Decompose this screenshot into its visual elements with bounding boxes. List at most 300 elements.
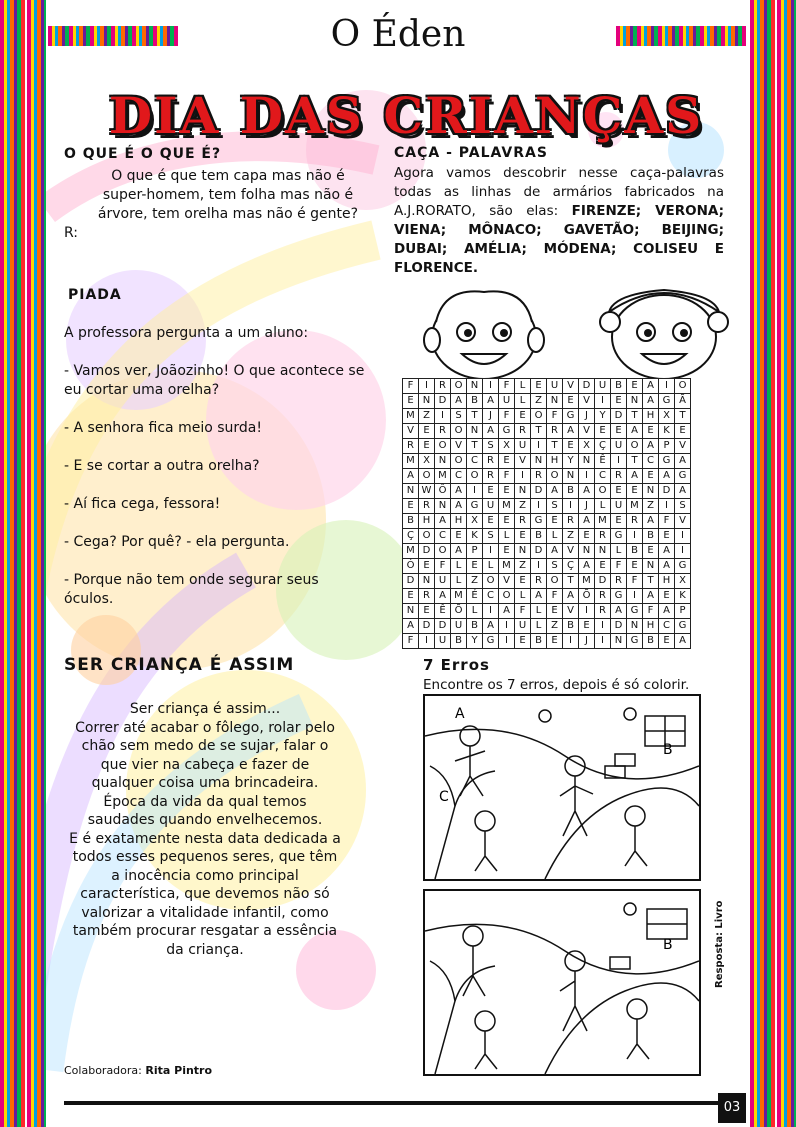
wordsearch-cell: R	[515, 424, 531, 439]
wordsearch-cell: I	[499, 634, 515, 649]
wordsearch-cell: É	[467, 589, 483, 604]
wordsearch-row	[403, 469, 691, 484]
wordsearch-cell: N	[403, 484, 419, 499]
childhood-line: característica, que devemos não só	[80, 886, 330, 902]
wordsearch-cell: A	[659, 469, 675, 484]
wordsearch-cell: B	[643, 529, 659, 544]
wordsearch-cell: A	[659, 604, 675, 619]
wordsearch-cell: N	[595, 544, 611, 559]
wordsearch-cell: N	[563, 469, 579, 484]
wordsearch-title: CAÇA - PALAVRAS	[394, 145, 548, 161]
wordsearch-cell: Õ	[451, 604, 467, 619]
wordsearch-cell: X	[579, 439, 595, 454]
wordsearch-cell: H	[659, 574, 675, 589]
wordsearch-cell: E	[499, 454, 515, 469]
wordsearch-cell: O	[547, 574, 563, 589]
wordsearch-cell: I	[419, 379, 435, 394]
wordsearch-cell: E	[659, 529, 675, 544]
wordsearch-cell: V	[499, 574, 515, 589]
wordsearch-cell: I	[515, 469, 531, 484]
wordsearch-cell: Ê	[595, 454, 611, 469]
wordsearch-cell: N	[643, 559, 659, 574]
wordsearch-cell: A	[451, 544, 467, 559]
wordsearch-cell: C	[643, 454, 659, 469]
wordsearch-row	[403, 619, 691, 634]
page-number: 03	[718, 1093, 746, 1123]
wordsearch-cell: M	[627, 499, 643, 514]
wordsearch-cell: A	[627, 424, 643, 439]
joke-text	[64, 324, 369, 609]
wordsearch-cell: V	[515, 454, 531, 469]
wordsearch-cell: D	[659, 484, 675, 499]
wordsearch-cell: T	[563, 574, 579, 589]
wordsearch-cell: R	[483, 469, 499, 484]
wordsearch-cell: F	[659, 514, 675, 529]
wordsearch-cell: J	[579, 499, 595, 514]
wordsearch-cell: E	[499, 514, 515, 529]
wordsearch-cell: L	[451, 559, 467, 574]
joke-line: - E se cortar a outra orelha?	[64, 458, 260, 474]
wordsearch-cell: K	[659, 424, 675, 439]
wordsearch-cell: L	[451, 574, 467, 589]
wordsearch-cell: S	[451, 409, 467, 424]
wordsearch-cell: A	[531, 589, 547, 604]
wordsearch-cell: C	[451, 469, 467, 484]
wordsearch-cell: D	[531, 484, 547, 499]
errors-instruction: Encontre os 7 erros, depois é só colorir.	[423, 677, 690, 693]
wordsearch-cell: I	[467, 484, 483, 499]
label-b-bottom: B	[663, 937, 673, 953]
wordsearch-cell: A	[563, 424, 579, 439]
wordsearch-cell: F	[547, 409, 563, 424]
wordsearch-cell: F	[547, 589, 563, 604]
wordsearch-cell: Y	[563, 454, 579, 469]
wordsearch-cell: E	[643, 424, 659, 439]
wordsearch-cell: G	[483, 634, 499, 649]
wordsearch-cell: T	[643, 574, 659, 589]
wordsearch-cell: B	[563, 484, 579, 499]
wordsearch-cell: E	[659, 634, 675, 649]
wordsearch-cell: I	[611, 454, 627, 469]
wordsearch-cell: D	[403, 574, 419, 589]
joke-line: - Aí fica cega, fessora!	[64, 496, 221, 512]
wordsearch-cell: S	[547, 559, 563, 574]
wordsearch-cell: O	[451, 424, 467, 439]
wordsearch-cell: A	[451, 499, 467, 514]
wordsearch-row	[403, 394, 691, 409]
wordsearch-cell: F	[435, 559, 451, 574]
wordsearch-cell: D	[531, 544, 547, 559]
wordsearch-cell: Y	[595, 409, 611, 424]
wordsearch-cell: W	[419, 484, 435, 499]
wordsearch-cell: B	[467, 394, 483, 409]
wordsearch-cell: Ê	[435, 604, 451, 619]
riddle-text	[64, 167, 392, 243]
wordsearch-cell: V	[451, 439, 467, 454]
wordsearch-cell: O	[451, 454, 467, 469]
wordsearch-cell: D	[611, 409, 627, 424]
wordsearch-cell: O	[483, 574, 499, 589]
wordsearch-cell: V	[563, 544, 579, 559]
wordsearch-row	[403, 559, 691, 574]
wordsearch-cell: M	[499, 499, 515, 514]
wordsearch-cell: N	[611, 634, 627, 649]
wordsearch-instructions	[394, 164, 724, 278]
joke-title: PIADA	[68, 287, 122, 303]
wordsearch-cell: K	[467, 529, 483, 544]
wordsearch-cell: T	[531, 424, 547, 439]
wordsearch-cell: I	[531, 499, 547, 514]
childhood-line: saudades quando envelhecemos.	[87, 812, 323, 828]
footer-rule	[64, 1101, 719, 1105]
wordsearch-cell: A	[499, 604, 515, 619]
wordsearch-cell: O	[435, 439, 451, 454]
wordsearch-cell: O	[435, 544, 451, 559]
wordsearch-cell: U	[435, 574, 451, 589]
wordsearch-cell: E	[611, 394, 627, 409]
wordsearch-cell: A	[451, 484, 467, 499]
wordsearch-cell: E	[515, 529, 531, 544]
wordsearch-cell: Ç	[563, 559, 579, 574]
wordsearch-cell: E	[483, 514, 499, 529]
wordsearch-cell: Z	[643, 499, 659, 514]
wordsearch-cell: N	[547, 394, 563, 409]
wordsearch-cell: I	[675, 544, 691, 559]
wordsearch-cell: E	[675, 424, 691, 439]
childhood-line: Ser criança é assim...	[129, 701, 281, 717]
wordsearch-cell: R	[515, 514, 531, 529]
wordsearch-cell: A	[643, 514, 659, 529]
childhood-text	[60, 700, 350, 959]
wordsearch-cell: V	[563, 379, 579, 394]
childhood-line: da criança.	[166, 941, 244, 958]
wordsearch-cell: M	[403, 454, 419, 469]
wordsearch-cell: N	[579, 544, 595, 559]
wordsearch-cell: E	[403, 589, 419, 604]
wordsearch-intro: Agora vamos descobrir nesse caça-palavras todas as linhas de armários fabricados na A.J.RORATO, são elas:	[394, 165, 724, 219]
wordsearch-cell: C	[659, 619, 675, 634]
wordsearch-cell: L	[515, 394, 531, 409]
wordsearch-cell: A	[547, 484, 563, 499]
wordsearch-cell: E	[419, 559, 435, 574]
wordsearch-cell: U	[515, 619, 531, 634]
wordsearch-cell: E	[563, 394, 579, 409]
wordsearch-cell: I	[563, 634, 579, 649]
wordsearch-cell: R	[627, 514, 643, 529]
wordsearch-cell: P	[467, 544, 483, 559]
childhood-line: todos esses pequenos seres, que têm	[72, 849, 338, 865]
wordsearch-cell: G	[563, 409, 579, 424]
wordsearch-cell: I	[531, 559, 547, 574]
wordsearch-cell: E	[451, 529, 467, 544]
wordsearch-cell: B	[467, 619, 483, 634]
wordsearch-cell: M	[403, 409, 419, 424]
wordsearch-cell: I	[563, 499, 579, 514]
wordsearch-cell: N	[403, 604, 419, 619]
wordsearch-cell: V	[579, 394, 595, 409]
wordsearch-cell: A	[483, 619, 499, 634]
wordsearch-cell: A	[579, 484, 595, 499]
wordsearch-row	[403, 514, 691, 529]
wordsearch-cell: U	[611, 439, 627, 454]
page	[46, 0, 750, 1127]
wordsearch-cell: H	[419, 514, 435, 529]
wordsearch-cell: E	[547, 604, 563, 619]
wordsearch-cell: E	[419, 424, 435, 439]
wordsearch-cell: L	[547, 529, 563, 544]
wordsearch-cell: I	[483, 379, 499, 394]
wordsearch-cell: E	[531, 379, 547, 394]
wordsearch-cell: F	[403, 634, 419, 649]
childhood-line: a inocência como principal	[111, 867, 299, 884]
wordsearch-cell: O	[531, 409, 547, 424]
wordsearch-cell: I	[595, 394, 611, 409]
childhood-line: valorizar a vitalidade infantil, como	[81, 904, 329, 921]
wordsearch-cell: N	[419, 574, 435, 589]
wordsearch-cell: R	[435, 424, 451, 439]
childhood-line: Correr até acabar o fôlego, rolar pelo	[75, 719, 335, 736]
joke-line: - A senhora fica meio surda!	[64, 420, 262, 436]
wordsearch-row	[403, 454, 691, 469]
wordsearch-cell: G	[611, 589, 627, 604]
wordsearch-cell: P	[659, 439, 675, 454]
wordsearch-cell: N	[627, 394, 643, 409]
wordsearch-cell: U	[595, 379, 611, 394]
wordsearch-cell: O	[675, 379, 691, 394]
wordsearch-cell: G	[675, 469, 691, 484]
wordsearch-grid	[402, 378, 691, 649]
wordsearch-cell: N	[419, 394, 435, 409]
wordsearch-cell: E	[499, 544, 515, 559]
wordsearch-cell: M	[451, 589, 467, 604]
wordsearch-cell: A	[611, 604, 627, 619]
wordsearch-cell: L	[531, 619, 547, 634]
wordsearch-cell: X	[499, 439, 515, 454]
wordsearch-cell: H	[643, 619, 659, 634]
wordsearch-cell: Z	[419, 409, 435, 424]
wordsearch-cell: Z	[467, 574, 483, 589]
collaborator-name: Rita Pintro	[145, 1064, 213, 1077]
wordsearch-cell: U	[515, 439, 531, 454]
wordsearch-cell: L	[467, 604, 483, 619]
wordsearch-cell: O	[419, 529, 435, 544]
wordsearch-cell: I	[483, 544, 499, 559]
wordsearch-cell: R	[563, 514, 579, 529]
wordsearch-cell: E	[627, 559, 643, 574]
wordsearch-cell: O	[467, 469, 483, 484]
wordsearch-cell: S	[547, 499, 563, 514]
wordsearch-cell: E	[547, 634, 563, 649]
wordsearch-cell: C	[483, 589, 499, 604]
errors-title: 7 Erros	[423, 656, 490, 674]
answer-note: Resposta: Livro	[714, 900, 725, 988]
wordsearch-cell: I	[531, 439, 547, 454]
childhood-line: Época da vida da qual temos	[103, 793, 307, 810]
joke-line: - Cega? Por quê? - ela pergunta.	[64, 534, 290, 550]
wordsearch-cell: F	[627, 574, 643, 589]
wordsearch-row	[403, 499, 691, 514]
wordsearch-cell: C	[467, 454, 483, 469]
wordsearch-row	[403, 544, 691, 559]
collaborator	[64, 1061, 212, 1080]
wordsearch-cell: A	[627, 469, 643, 484]
wordsearch-cell: V	[563, 604, 579, 619]
wordsearch-cell: E	[515, 634, 531, 649]
wordsearch-row	[403, 604, 691, 619]
wordsearch-cell: J	[579, 409, 595, 424]
wordsearch-cell: T	[547, 439, 563, 454]
wordsearch-cell: N	[515, 544, 531, 559]
wordsearch-row	[403, 379, 691, 394]
wordsearch-cell: E	[515, 574, 531, 589]
wordsearch-cell: L	[515, 379, 531, 394]
wordsearch-cell: N	[435, 454, 451, 469]
wordsearch-cell: G	[627, 634, 643, 649]
wordsearch-cell: E	[563, 439, 579, 454]
wordsearch-cell: H	[451, 514, 467, 529]
wordsearch-cell: S	[483, 529, 499, 544]
wordsearch-cell: N	[579, 454, 595, 469]
wordsearch-cell: R	[403, 439, 419, 454]
wordsearch-cell: A	[563, 589, 579, 604]
wordsearch-cell: G	[611, 529, 627, 544]
wordsearch-cell: R	[611, 469, 627, 484]
park-scene-bottom	[425, 891, 699, 1074]
wordsearch-cell: I	[579, 469, 595, 484]
wordsearch-cell: A	[483, 394, 499, 409]
wordsearch-row	[403, 409, 691, 424]
wordsearch-row	[403, 529, 691, 544]
wordsearch-cell: Ç	[595, 439, 611, 454]
wordsearch-cell: T	[675, 409, 691, 424]
wordsearch-cell: A	[435, 514, 451, 529]
wordsearch-cell: R	[483, 454, 499, 469]
wordsearch-cell: Z	[531, 394, 547, 409]
riddle-line: O que é que tem capa mas não é	[111, 168, 345, 184]
wordsearch-cell: I	[499, 619, 515, 634]
errors-panel-bottom	[423, 889, 701, 1076]
wordsearch-cell: M	[435, 469, 451, 484]
wordsearch-cell: J	[579, 634, 595, 649]
wordsearch-cell: Z	[515, 499, 531, 514]
wordsearch-cell: O	[627, 439, 643, 454]
wordsearch-cell: R	[547, 424, 563, 439]
wordsearch-words: FIRENZE; VERONA; VIENA; MÔNACO; GAVETÃO; BEIJING; DUBAI; AMÉLIA; MÓDENA; COLISEU E FLORENCE.	[394, 203, 724, 276]
wordsearch-cell: E	[659, 589, 675, 604]
wordsearch-cell: E	[547, 514, 563, 529]
wordsearch-cell: D	[435, 619, 451, 634]
wordsearch-cell: M	[403, 544, 419, 559]
wordsearch-cell: X	[675, 574, 691, 589]
wordsearch-cell: D	[419, 619, 435, 634]
wordsearch-row	[403, 439, 691, 454]
wordsearch-cell: D	[595, 574, 611, 589]
wordsearch-cell: A	[547, 544, 563, 559]
wordsearch-cell: B	[531, 529, 547, 544]
wordsearch-cell: U	[483, 499, 499, 514]
label-c: C	[439, 789, 449, 805]
wordsearch-cell: A	[643, 379, 659, 394]
wordsearch-cell: U	[611, 499, 627, 514]
wordsearch-cell: N	[627, 619, 643, 634]
wordsearch-cell: P	[675, 604, 691, 619]
wordsearch-cell: E	[643, 469, 659, 484]
wordsearch-cell: C	[595, 469, 611, 484]
wordsearch-cell: R	[531, 469, 547, 484]
left-rainbow-border	[0, 0, 46, 1127]
wordsearch-cell: R	[611, 574, 627, 589]
wordsearch-cell: E	[595, 559, 611, 574]
wordsearch-cell: Ã	[675, 394, 691, 409]
wordsearch-cell: B	[531, 634, 547, 649]
wordsearch-cell: E	[579, 619, 595, 634]
wordsearch-cell: R	[531, 574, 547, 589]
joke-line: A professora pergunta a um aluno:	[64, 325, 309, 341]
wordsearch-cell: L	[595, 499, 611, 514]
wordsearch-cell: E	[515, 409, 531, 424]
childhood-line: também procurar resgatar a essência	[72, 923, 338, 939]
wordsearch-cell: I	[579, 604, 595, 619]
wordsearch-cell: F	[499, 409, 515, 424]
right-rainbow-border	[750, 0, 796, 1127]
wordsearch-cell: E	[611, 424, 627, 439]
wordsearch-cell: T	[627, 454, 643, 469]
wordsearch-cell: X	[467, 514, 483, 529]
wordsearch-cell: B	[563, 619, 579, 634]
wordsearch-cell: O	[499, 589, 515, 604]
wordsearch-cell: R	[435, 379, 451, 394]
wordsearch-cell: S	[483, 439, 499, 454]
wordsearch-cell: I	[659, 499, 675, 514]
wordsearch-cell: E	[627, 379, 643, 394]
childhood-line: qualquer coisa uma brincadeira.	[91, 775, 319, 791]
wordsearch-cell: V	[403, 424, 419, 439]
wordsearch-cell: E	[579, 529, 595, 544]
wordsearch-cell: D	[435, 394, 451, 409]
joke-line: - Porque não tem onde segurar seus óculos.	[64, 572, 319, 607]
wordsearch-cell: I	[595, 619, 611, 634]
wordsearch-cell: F	[499, 469, 515, 484]
wordsearch-cell: N	[435, 499, 451, 514]
wordsearch-cell: A	[659, 559, 675, 574]
wordsearch-cell: Z	[515, 559, 531, 574]
wordsearch-cell: K	[675, 589, 691, 604]
wordsearch-cell: D	[419, 544, 435, 559]
wordsearch-cell: X	[419, 454, 435, 469]
wordsearch-cell: D	[611, 619, 627, 634]
wordsearch-cell: E	[483, 484, 499, 499]
riddle-line: super-homem, tem folha mas não é	[102, 187, 354, 203]
wordsearch-cell: S	[675, 499, 691, 514]
wordsearch-cell: G	[659, 394, 675, 409]
wordsearch-cell: E	[403, 394, 419, 409]
wordsearch-cell: A	[579, 559, 595, 574]
wordsearch-cell: T	[467, 439, 483, 454]
joke-line: - Vamos ver, Joãozinho! O que acontece se eu cortar uma orelha?	[64, 363, 365, 398]
wordsearch-row	[403, 574, 691, 589]
wordsearch-cell: N	[515, 484, 531, 499]
wordsearch-cell: A	[643, 439, 659, 454]
wordsearch-row	[403, 589, 691, 604]
kids-illustration	[414, 282, 734, 382]
wordsearch-cell: I	[627, 589, 643, 604]
wordsearch-cell: E	[419, 604, 435, 619]
wordsearch-cell: A	[483, 424, 499, 439]
wordsearch-cell: M	[579, 574, 595, 589]
wordsearch-cell: O	[419, 469, 435, 484]
wordsearch-cell: B	[451, 634, 467, 649]
wordsearch-cell: N	[467, 424, 483, 439]
